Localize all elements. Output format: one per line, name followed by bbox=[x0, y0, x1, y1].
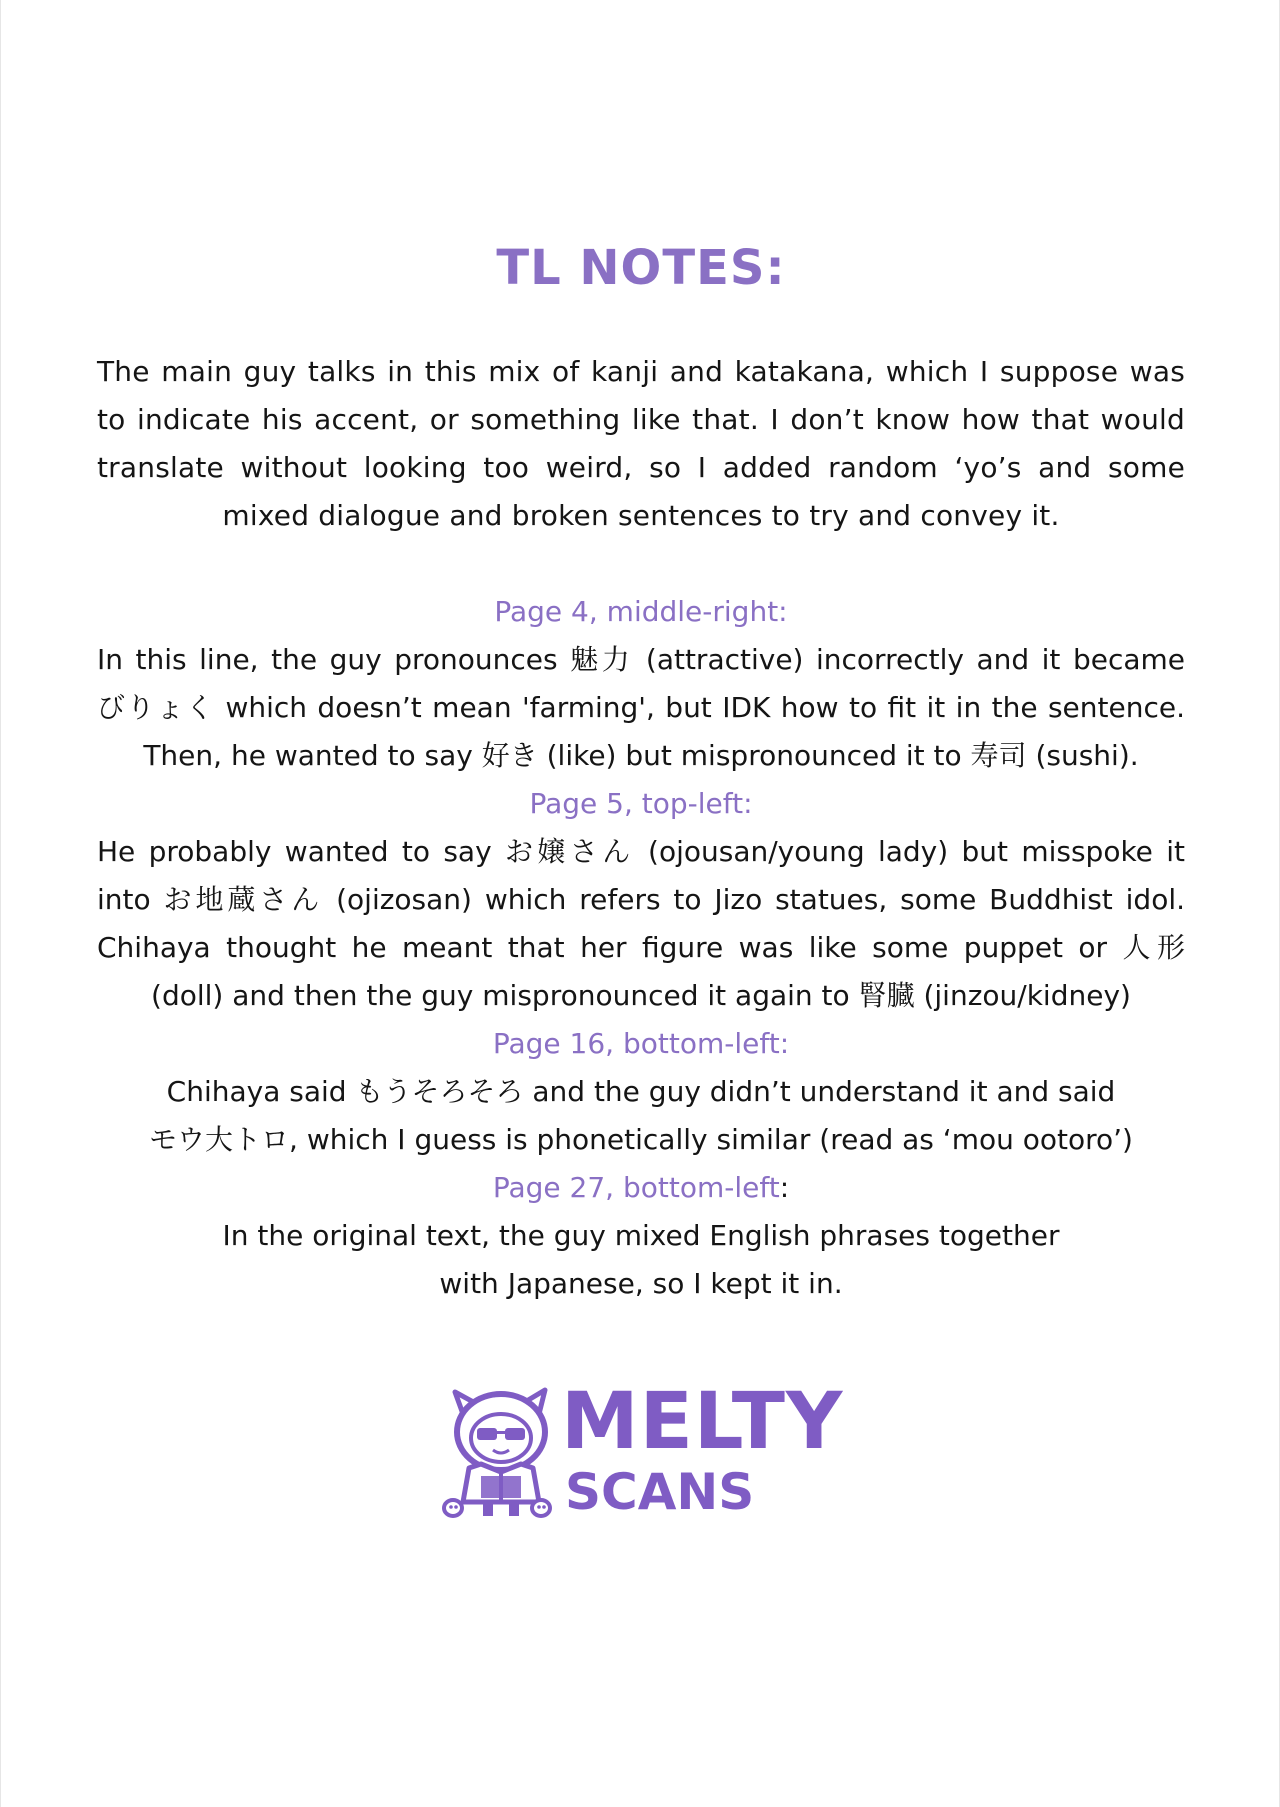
note-line: with Japanese, so I kept it in. bbox=[439, 1267, 843, 1300]
intro-line: to indicate his accent, or something like that. I don’t know how that would bbox=[97, 403, 1185, 436]
melty-scans-logo bbox=[441, 1377, 844, 1521]
note-line: Then, he wanted to say 好き (like) but mispronounced it to 寿司 (sushi). bbox=[143, 739, 1139, 772]
intro-line: The main guy talks in this mix of kanji and katakana, which I suppose was bbox=[97, 355, 1185, 388]
intro-line: mixed dialogue and broken sentences to try and convey it. bbox=[222, 499, 1060, 532]
note-line: In this line, the guy pronounces 魅力 (attractive) incorrectly and it became bbox=[97, 643, 1185, 676]
note-heading: Page 16, bottom-left: bbox=[492, 1027, 790, 1060]
note-line: Chihaya said もうそろそろ and the guy didn’t understand it and said bbox=[166, 1075, 1116, 1108]
intro-line: translate without looking too weird, so I added random ‘yo’s and some bbox=[97, 451, 1185, 484]
note-page-27 bbox=[97, 1164, 1185, 1308]
note-line: In the original text, the guy mixed English phrases together bbox=[222, 1219, 1060, 1252]
note-page-4 bbox=[97, 588, 1185, 780]
hooded-mascot-icon bbox=[441, 1380, 561, 1520]
logo-line-2: SCANS bbox=[565, 1463, 755, 1521]
note-heading-text: Page 27, bottom-left bbox=[492, 1171, 780, 1204]
note-line: Chihaya thought he meant that her figure was like some puppet or 人形 bbox=[97, 931, 1185, 964]
note-heading: Page 5, top-left: bbox=[529, 787, 753, 820]
note-line: びりょく which doesn’t mean 'farming', but IDK how to fit it in the sentence. bbox=[97, 691, 1185, 724]
note-heading-colon: : bbox=[779, 1171, 790, 1204]
logo-line-1: MELTY bbox=[561, 1377, 844, 1467]
notes-content bbox=[97, 348, 1185, 1308]
note-line: He probably wanted to say お嬢さん (ojousan/young lady) but misspoke it bbox=[97, 835, 1185, 868]
spacer bbox=[97, 540, 1185, 588]
note-line: (doll) and then the guy mispronounced it again to 腎臓 (jinzou/kidney) bbox=[151, 979, 1131, 1012]
note-page-5 bbox=[97, 780, 1185, 1020]
note-heading: Page 4, middle-right: bbox=[494, 595, 788, 628]
note-page-16 bbox=[97, 1020, 1185, 1164]
intro-paragraph bbox=[97, 348, 1185, 540]
logo-wordmark bbox=[561, 1377, 844, 1521]
page-title: TL NOTES: bbox=[496, 240, 786, 296]
note-line: into お地蔵さん (ojizosan) which refers to Jizo statues, some Buddhist idol. bbox=[97, 883, 1185, 916]
note-heading bbox=[97, 1164, 1185, 1212]
note-line: モウ大トロ, which I guess is phonetically similar (read as ‘mou ootoro’) bbox=[149, 1123, 1133, 1156]
